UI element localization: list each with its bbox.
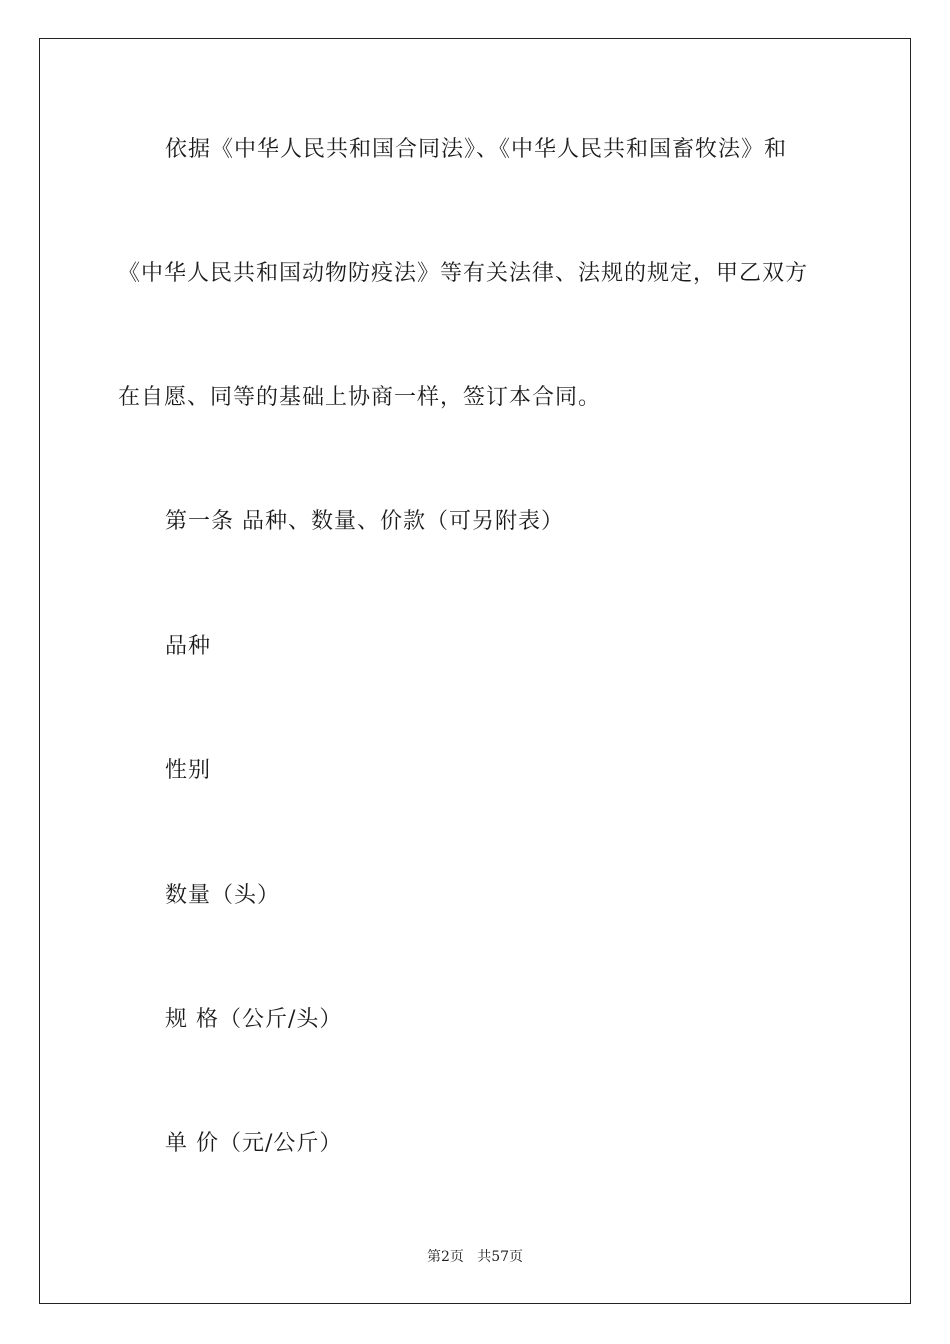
field-quantity: 数量（头） [165,883,281,908]
field-variety: 品种 [165,634,212,659]
page-border [39,38,911,1304]
article-one-heading: 第一条 品种、数量、价款（可另附表） [165,509,564,534]
page-number-footer: 第2页 共57页 [426,1249,524,1265]
field-gender: 性别 [165,758,212,783]
field-specification: 规 格（公斤/头） [165,1007,343,1032]
paragraph-legal-basis-line-1: 依据《中华人民共和国合同法》、《中华人民共和国畜牧法》和 [165,137,788,162]
field-unit-price: 单 价（元/公斤） [165,1131,343,1156]
paragraph-legal-basis-line-3: 在自愿、同等的基础上协商一样，签订本合同。 [118,385,602,410]
paragraph-legal-basis-line-2: 《中华人民共和国动物防疫法》等有关法律、法规的规定，甲乙双方 [118,261,809,286]
